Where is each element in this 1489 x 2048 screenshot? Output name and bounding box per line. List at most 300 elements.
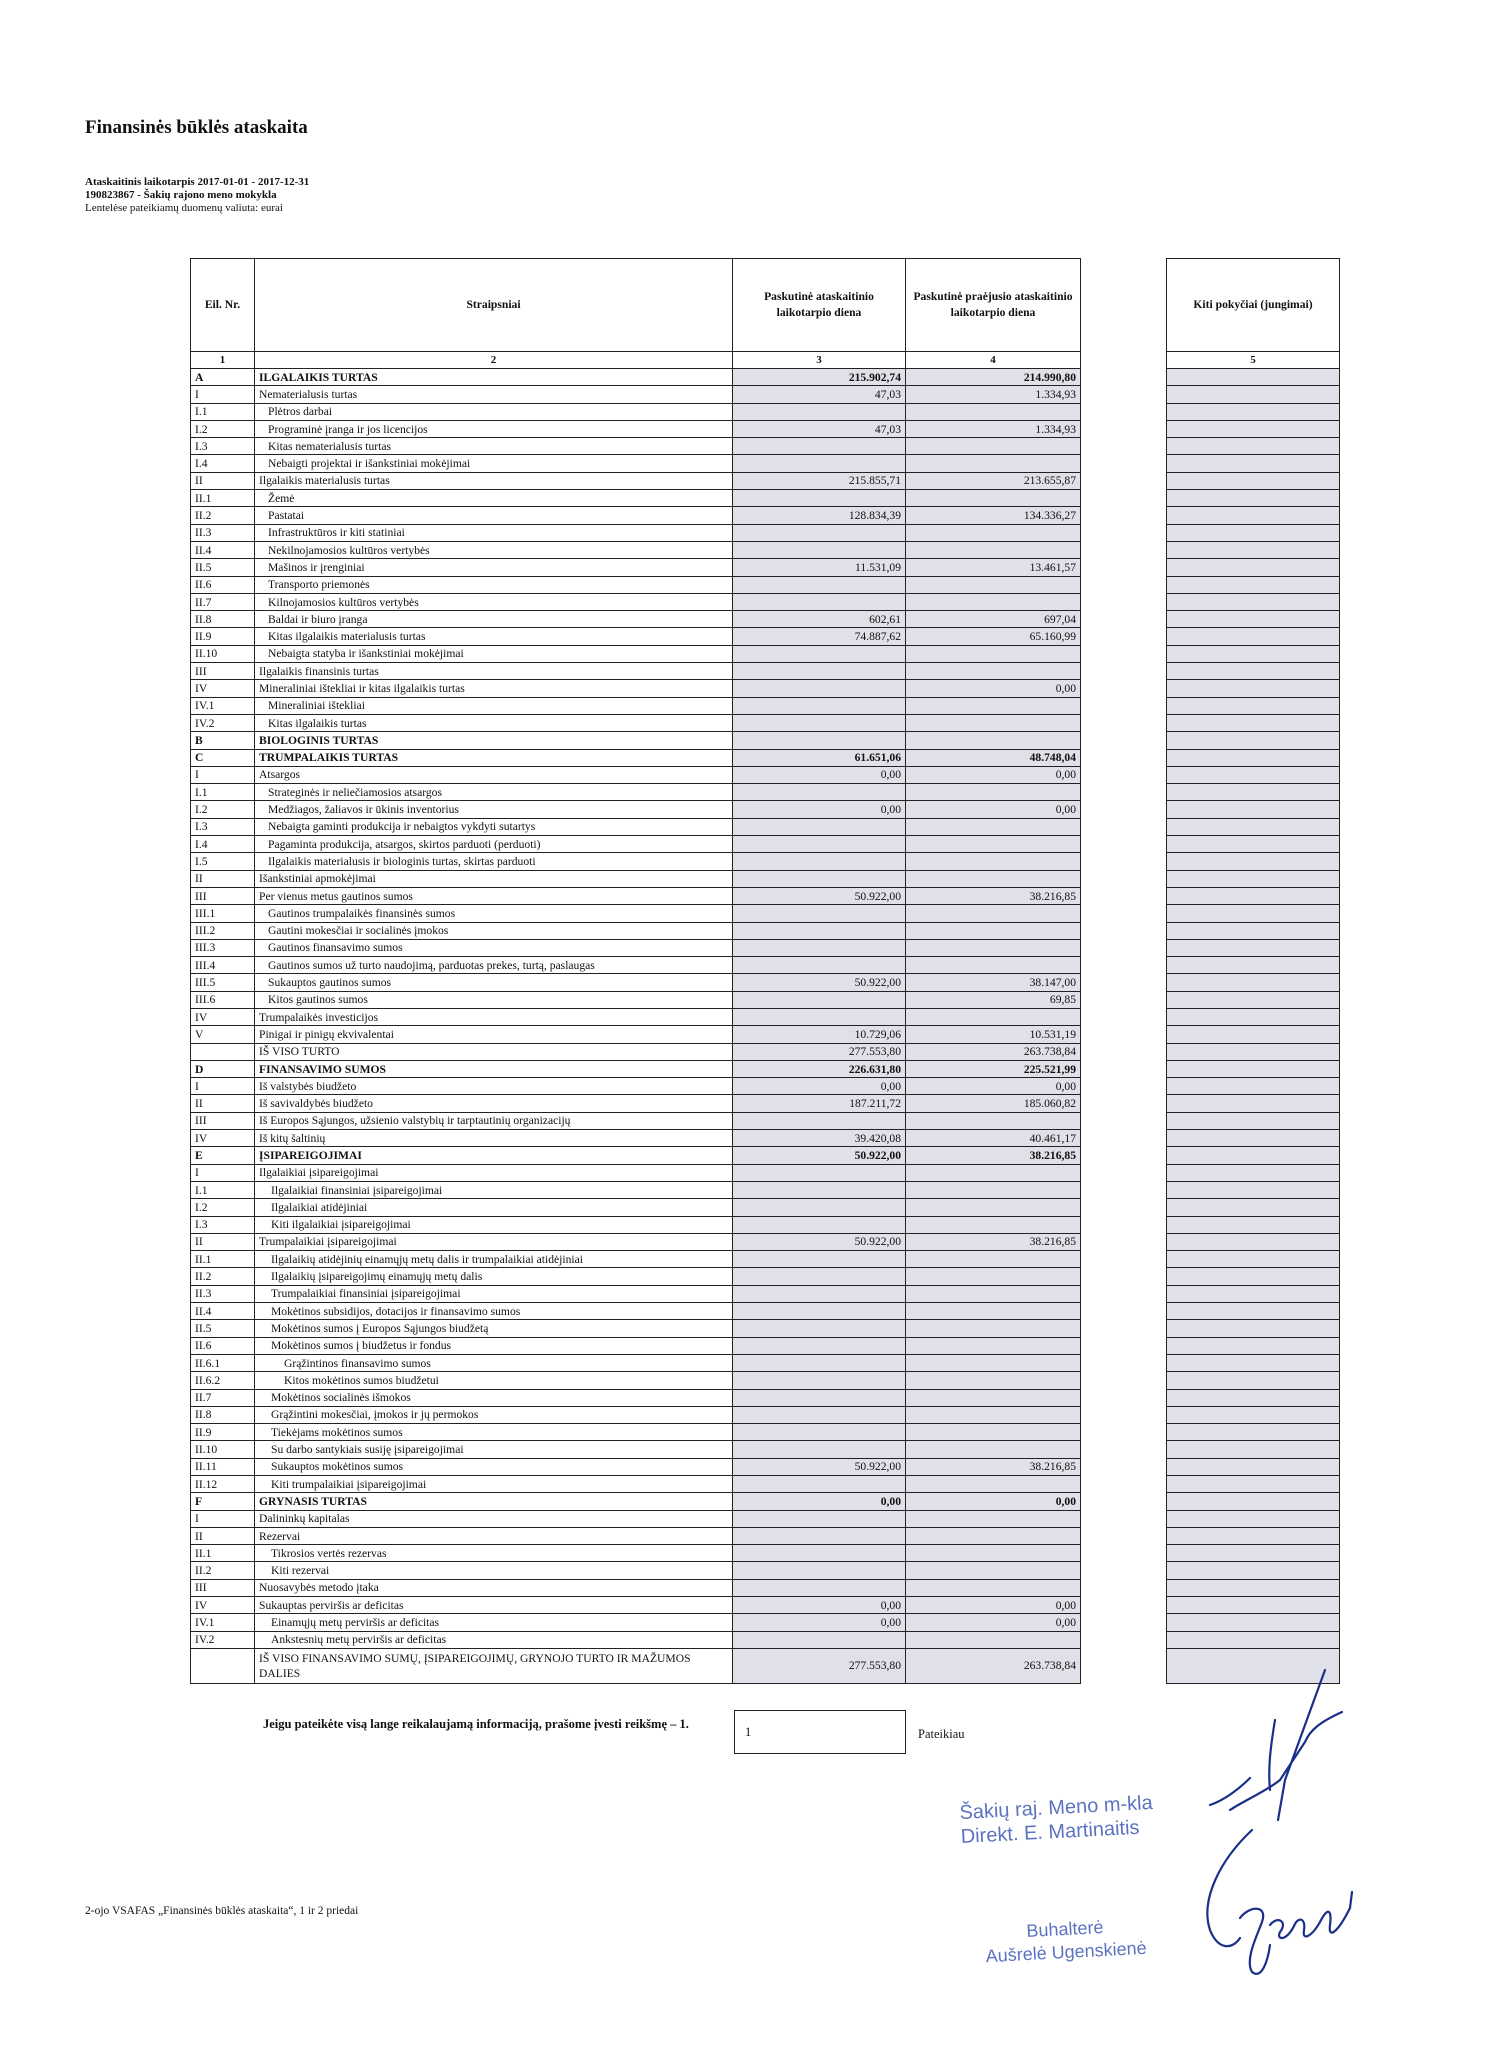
column-gap: [1081, 1147, 1167, 1164]
row-label: ĮSIPAREIGOJIMAI: [255, 1147, 733, 1164]
row-other-value: [1167, 645, 1340, 662]
column-gap: [1081, 1354, 1167, 1371]
row-previous-value: 0,00: [906, 1078, 1081, 1095]
table-row: [191, 1510, 1340, 1527]
row-other-value: [1167, 1320, 1340, 1337]
row-current-value: 47,03: [733, 386, 906, 403]
row-current-value: 0,00: [733, 1078, 906, 1095]
row-previous-value: [906, 957, 1081, 974]
colnum-1: 1: [191, 352, 255, 369]
row-previous-value: 134.336,27: [906, 507, 1081, 524]
row-current-value: 277.553,80: [733, 1043, 906, 1060]
row-label: Iš kitų šaltinių: [255, 1130, 733, 1147]
row-nr: A: [191, 369, 255, 386]
row-current-value: [733, 1579, 906, 1596]
column-gap: [1081, 1597, 1167, 1614]
table-row: [191, 1268, 1340, 1285]
row-other-value: [1167, 1199, 1340, 1216]
row-previous-value: 10.531,19: [906, 1026, 1081, 1043]
column-gap: [1081, 1130, 1167, 1147]
row-current-value: [733, 1441, 906, 1458]
table-row: [191, 1527, 1340, 1544]
row-nr: IV: [191, 1597, 255, 1614]
row-current-value: 74.887,62: [733, 628, 906, 645]
column-gap: [1081, 259, 1167, 352]
row-current-value: [733, 403, 906, 420]
row-nr: II.4: [191, 1303, 255, 1320]
row-nr: IV.2: [191, 714, 255, 731]
row-previous-value: [906, 784, 1081, 801]
row-other-value: [1167, 593, 1340, 610]
row-nr: II.6.1: [191, 1354, 255, 1371]
column-gap: [1081, 645, 1167, 662]
row-label: Gautinos finansavimo sumos: [255, 939, 733, 956]
row-nr: IV: [191, 1130, 255, 1147]
column-gap: [1081, 1251, 1167, 1268]
table-row: [191, 1251, 1340, 1268]
handwritten-signature: [1170, 1660, 1360, 1980]
row-previous-value: [906, 645, 1081, 662]
row-nr: D: [191, 1060, 255, 1077]
row-current-value: 39.420,08: [733, 1130, 906, 1147]
row-nr: I.2: [191, 1199, 255, 1216]
column-gap: [1081, 507, 1167, 524]
row-current-value: 50.922,00: [733, 974, 906, 991]
row-previous-value: [906, 593, 1081, 610]
row-nr: II.10: [191, 1441, 255, 1458]
row-other-value: [1167, 1562, 1340, 1579]
row-label: Nebaigta statyba ir išankstiniai mokėjimai: [255, 645, 733, 662]
row-label: Pastatai: [255, 507, 733, 524]
row-previous-value: [906, 922, 1081, 939]
column-gap: [1081, 939, 1167, 956]
table-row: [191, 1043, 1340, 1060]
row-nr: II.5: [191, 1320, 255, 1337]
row-nr: F: [191, 1493, 255, 1510]
row-nr: I: [191, 386, 255, 403]
row-other-value: [1167, 1147, 1340, 1164]
row-previous-value: [906, 1303, 1081, 1320]
row-previous-value: [906, 1320, 1081, 1337]
row-label: Tikrosios vertės rezervas: [255, 1545, 733, 1562]
row-current-value: 61.651,06: [733, 749, 906, 766]
row-label: Nebaigta gaminti produkcija ir nebaigtos vykdyti sutartys: [255, 818, 733, 835]
column-gap: [1081, 991, 1167, 1008]
row-previous-value: 40.461,17: [906, 1130, 1081, 1147]
column-gap: [1081, 663, 1167, 680]
column-gap: [1081, 1216, 1167, 1233]
row-label: Ankstesnių metų perviršis ar deficitas: [255, 1631, 733, 1648]
row-other-value: [1167, 836, 1340, 853]
row-other-value: [1167, 905, 1340, 922]
row-previous-value: [906, 1199, 1081, 1216]
column-gap: [1081, 472, 1167, 489]
row-nr: I.2: [191, 801, 255, 818]
row-previous-value: [906, 939, 1081, 956]
table-row: [191, 1614, 1340, 1631]
row-previous-value: [906, 1008, 1081, 1025]
row-label: FINANSAVIMO SUMOS: [255, 1060, 733, 1077]
header-item: Straipsniai: [255, 259, 733, 352]
table-row: [191, 490, 1340, 507]
row-other-value: [1167, 1095, 1340, 1112]
row-nr: III.4: [191, 957, 255, 974]
row-previous-value: [906, 1181, 1081, 1198]
row-label: Nebaigti projektai ir išankstiniai mokėjimai: [255, 455, 733, 472]
row-current-value: [733, 490, 906, 507]
row-previous-value: [906, 1441, 1081, 1458]
row-other-value: [1167, 732, 1340, 749]
table-row: [191, 1579, 1340, 1596]
row-previous-value: 0,00: [906, 1493, 1081, 1510]
report-title: Finansinės būklės ataskaita: [85, 117, 308, 138]
row-other-value: [1167, 1354, 1340, 1371]
row-previous-value: [906, 905, 1081, 922]
column-gap: [1081, 490, 1167, 507]
row-previous-value: 263.738,84: [906, 1043, 1081, 1060]
row-current-value: [733, 1285, 906, 1302]
row-previous-value: [906, 1268, 1081, 1285]
row-nr: II.5: [191, 559, 255, 576]
row-label: BIOLOGINIS TURTAS: [255, 732, 733, 749]
accountant-stamp: [984, 1914, 1147, 1968]
table-row: [191, 541, 1340, 558]
row-previous-value: 48.748,04: [906, 749, 1081, 766]
row-label: Gautini mokesčiai ir socialinės įmokos: [255, 922, 733, 939]
row-current-value: [733, 1164, 906, 1181]
row-other-value: [1167, 714, 1340, 731]
row-other-value: [1167, 749, 1340, 766]
row-previous-value: [906, 490, 1081, 507]
row-previous-value: [906, 403, 1081, 420]
row-previous-value: [906, 1631, 1081, 1648]
row-label: Plėtros darbai: [255, 403, 733, 420]
row-label: Žemė: [255, 490, 733, 507]
column-gap: [1081, 1060, 1167, 1077]
table-row: [191, 1233, 1340, 1250]
row-previous-value: 214.990,80: [906, 369, 1081, 386]
row-previous-value: 213.655,87: [906, 472, 1081, 489]
row-nr: II.1: [191, 1545, 255, 1562]
row-current-value: [733, 1008, 906, 1025]
row-previous-value: [906, 1406, 1081, 1423]
row-other-value: [1167, 541, 1340, 558]
row-current-value: [733, 1562, 906, 1579]
row-current-value: [733, 576, 906, 593]
row-current-value: [733, 438, 906, 455]
row-label: Ilgalaikių atidėjinių einamųjų metų dalis ir trumpalaikiai atidėjiniai: [255, 1251, 733, 1268]
row-other-value: [1167, 1527, 1340, 1544]
table-row: [191, 507, 1340, 524]
row-previous-value: 1.334,93: [906, 420, 1081, 437]
table-row: [191, 1597, 1340, 1614]
column-gap: [1081, 853, 1167, 870]
row-current-value: [733, 818, 906, 835]
row-label: TRUMPALAIKIS TURTAS: [255, 749, 733, 766]
row-other-value: [1167, 559, 1340, 576]
column-gap: [1081, 1372, 1167, 1389]
row-current-value: [733, 697, 906, 714]
table-row: [191, 853, 1340, 870]
table-row: [191, 455, 1340, 472]
row-nr: III.6: [191, 991, 255, 1008]
row-other-value: [1167, 1458, 1340, 1475]
row-previous-value: 225.521,99: [906, 1060, 1081, 1077]
row-label: Rezervai: [255, 1527, 733, 1544]
table-row: [191, 714, 1340, 731]
column-gap: [1081, 1043, 1167, 1060]
row-current-value: 10.729,06: [733, 1026, 906, 1043]
table-row: [191, 732, 1340, 749]
column-gap: [1081, 680, 1167, 697]
row-label: IŠ VISO FINANSAVIMO SUMŲ, ĮSIPAREIGOJIMŲ, GRYNOJO TURTO IR MAŽUMOS DALIES: [255, 1648, 733, 1683]
table-row: [191, 403, 1340, 420]
submitted-label: Pateikiau: [918, 1727, 965, 1741]
row-label: Gautinos sumos už turto naudojimą, parduotas prekes, turtą, paslaugas: [255, 957, 733, 974]
row-label: GRYNASIS TURTAS: [255, 1493, 733, 1510]
currency-note: Lentelėse pateikiamų duomenų valiuta: eurai: [85, 202, 283, 214]
table-row: [191, 1130, 1340, 1147]
row-other-value: [1167, 1268, 1340, 1285]
row-other-value: [1167, 1164, 1340, 1181]
row-other-value: [1167, 957, 1340, 974]
row-current-value: [733, 1372, 906, 1389]
director-stamp: [959, 1791, 1155, 1849]
row-nr: I.4: [191, 455, 255, 472]
column-gap: [1081, 628, 1167, 645]
row-nr: II.1: [191, 490, 255, 507]
row-label: Mokėtinos socialinės išmokos: [255, 1389, 733, 1406]
row-current-value: 50.922,00: [733, 1233, 906, 1250]
column-gap: [1081, 887, 1167, 904]
row-nr: I.5: [191, 853, 255, 870]
row-current-value: [733, 870, 906, 887]
row-previous-value: 1.334,93: [906, 386, 1081, 403]
row-label: Pinigai ir pinigų ekvivalentai: [255, 1026, 733, 1043]
table-row: [191, 1303, 1340, 1320]
column-gap: [1081, 974, 1167, 991]
column-gap: [1081, 697, 1167, 714]
table-row: [191, 697, 1340, 714]
row-previous-value: 65.160,99: [906, 628, 1081, 645]
table-row: [191, 1078, 1340, 1095]
column-gap: [1081, 559, 1167, 576]
column-gap: [1081, 1545, 1167, 1562]
row-other-value: [1167, 766, 1340, 783]
row-nr: I: [191, 766, 255, 783]
row-other-value: [1167, 697, 1340, 714]
column-gap: [1081, 611, 1167, 628]
row-other-value: [1167, 438, 1340, 455]
row-label: Medžiagos, žaliavos ir ūkinis inventorius: [255, 801, 733, 818]
column-gap: [1081, 1285, 1167, 1302]
row-previous-value: 69,85: [906, 991, 1081, 1008]
row-label: Nekilnojamosios kultūros vertybės: [255, 541, 733, 558]
row-label: Kilnojamosios kultūros vertybės: [255, 593, 733, 610]
row-nr: I: [191, 1078, 255, 1095]
row-current-value: 0,00: [733, 1493, 906, 1510]
row-previous-value: [906, 1251, 1081, 1268]
row-other-value: [1167, 1441, 1340, 1458]
row-current-value: [733, 784, 906, 801]
row-current-value: [733, 1216, 906, 1233]
row-nr: II: [191, 870, 255, 887]
row-current-value: [733, 1510, 906, 1527]
row-nr: II.12: [191, 1476, 255, 1493]
row-previous-value: [906, 1545, 1081, 1562]
row-current-value: 226.631,80: [733, 1060, 906, 1077]
column-gap: [1081, 438, 1167, 455]
row-previous-value: [906, 438, 1081, 455]
column-gap: [1081, 420, 1167, 437]
row-previous-value: [906, 836, 1081, 853]
column-gap: [1081, 1562, 1167, 1579]
row-previous-value: [906, 818, 1081, 835]
table-row: [191, 1095, 1340, 1112]
row-current-value: [733, 1337, 906, 1354]
column-gap: [1081, 1631, 1167, 1648]
row-label: Sukauptos mokėtinos sumos: [255, 1458, 733, 1475]
row-current-value: [733, 836, 906, 853]
row-nr: I: [191, 1164, 255, 1181]
director-stamp-line: Šakių raj. Meno m-kla: [958, 1791, 1154, 1825]
row-previous-value: [906, 541, 1081, 558]
row-previous-value: [906, 1389, 1081, 1406]
column-gap: [1081, 905, 1167, 922]
column-gap: [1081, 1476, 1167, 1493]
confirmation-text: Jeigu pateikėte visą lange reikalaujamą informaciją, prašome įvesti reikšmę – 1.: [263, 1717, 689, 1731]
row-previous-value: [906, 1337, 1081, 1354]
row-current-value: 0,00: [733, 1614, 906, 1631]
row-nr: II.3: [191, 524, 255, 541]
row-other-value: [1167, 939, 1340, 956]
row-other-value: [1167, 1130, 1340, 1147]
row-previous-value: [906, 1285, 1081, 1302]
row-label: Trumpalaikės investicijos: [255, 1008, 733, 1025]
column-gap: [1081, 714, 1167, 731]
row-previous-value: 38.216,85: [906, 1458, 1081, 1475]
table-row: [191, 1285, 1340, 1302]
row-other-value: [1167, 680, 1340, 697]
row-label: Ilgalaikis materialusis turtas: [255, 472, 733, 489]
row-other-value: [1167, 922, 1340, 939]
row-label: Kitos mokėtinos sumos biudžetui: [255, 1372, 733, 1389]
row-current-value: [733, 991, 906, 1008]
row-other-value: [1167, 369, 1340, 386]
row-nr: III: [191, 1112, 255, 1129]
row-label: Mašinos ir įrenginiai: [255, 559, 733, 576]
column-gap: [1081, 403, 1167, 420]
row-other-value: [1167, 420, 1340, 437]
row-previous-value: 38.147,00: [906, 974, 1081, 991]
table-row: [191, 1216, 1340, 1233]
row-label: Kiti rezervai: [255, 1562, 733, 1579]
row-current-value: [733, 957, 906, 974]
table-row: [191, 386, 1340, 403]
row-previous-value: [906, 1527, 1081, 1544]
row-label: Sukauptas perviršis ar deficitas: [255, 1597, 733, 1614]
table-row: [191, 1648, 1340, 1683]
row-previous-value: [906, 732, 1081, 749]
table-row: [191, 1424, 1340, 1441]
column-gap: [1081, 1614, 1167, 1631]
row-current-value: 0,00: [733, 766, 906, 783]
row-other-value: [1167, 1337, 1340, 1354]
row-current-value: 187.211,72: [733, 1095, 906, 1112]
table-row: [191, 1320, 1340, 1337]
row-nr: II.6.2: [191, 1372, 255, 1389]
row-other-value: [1167, 524, 1340, 541]
row-label: Iš savivaldybės biudžeto: [255, 1095, 733, 1112]
table-row: [191, 1493, 1340, 1510]
row-other-value: [1167, 1389, 1340, 1406]
row-other-value: [1167, 887, 1340, 904]
table-row: [191, 974, 1340, 991]
row-other-value: [1167, 1476, 1340, 1493]
table-row: [191, 1199, 1340, 1216]
row-other-value: [1167, 1112, 1340, 1129]
row-label: Sukauptos gautinos sumos: [255, 974, 733, 991]
row-current-value: [733, 1181, 906, 1198]
table-row: [191, 818, 1340, 835]
table-row: [191, 1354, 1340, 1371]
table-row: [191, 922, 1340, 939]
row-label: Grąžintini mokesčiai, įmokos ir jų permokos: [255, 1406, 733, 1423]
balance-sheet-table: [190, 258, 1340, 1684]
column-gap: [1081, 1579, 1167, 1596]
row-label: Mokėtinos sumos į Europos Sąjungos biudžetą: [255, 1320, 733, 1337]
row-nr: E: [191, 1147, 255, 1164]
column-gap: [1081, 1527, 1167, 1544]
confirmation-input[interactable]: [734, 1710, 906, 1754]
row-label: Einamųjų metų perviršis ar deficitas: [255, 1614, 733, 1631]
report-meta: [85, 176, 309, 215]
row-label: Mokėtinos subsidijos, dotacijos ir finansavimo sumos: [255, 1303, 733, 1320]
table-row: [191, 559, 1340, 576]
table-row: [191, 1164, 1340, 1181]
header-previous: Paskutinė praėjusio ataskaitinio laikotarpio diena: [906, 259, 1081, 352]
row-current-value: 215.855,71: [733, 472, 906, 489]
row-other-value: [1167, 1043, 1340, 1060]
row-current-value: [733, 905, 906, 922]
table-row: [191, 628, 1340, 645]
row-other-value: [1167, 1285, 1340, 1302]
row-nr: I: [191, 1510, 255, 1527]
row-current-value: [733, 714, 906, 731]
column-gap: [1081, 818, 1167, 835]
colnum-4: 4: [906, 352, 1081, 369]
row-previous-value: [906, 1372, 1081, 1389]
row-nr: II.7: [191, 593, 255, 610]
row-previous-value: 13.461,57: [906, 559, 1081, 576]
row-nr: II.3: [191, 1285, 255, 1302]
row-label: Kiti ilgalaikiai įsipareigojimai: [255, 1216, 733, 1233]
table-row: [191, 1008, 1340, 1025]
row-nr: [191, 1043, 255, 1060]
row-label: Per vienus metus gautinos sumos: [255, 887, 733, 904]
row-label: Strateginės ir neliečiamosios atsargos: [255, 784, 733, 801]
row-other-value: [1167, 1251, 1340, 1268]
row-label: Mineraliniai ištekliai: [255, 697, 733, 714]
row-current-value: 47,03: [733, 420, 906, 437]
row-label: Nuosavybės metodo įtaka: [255, 1579, 733, 1596]
entity-name: 190823867 - Šakių rajono meno mokykla: [85, 189, 277, 201]
table-row: [191, 957, 1340, 974]
column-gap: [1081, 1458, 1167, 1475]
row-previous-value: [906, 697, 1081, 714]
row-previous-value: [906, 576, 1081, 593]
column-gap: [1081, 1199, 1167, 1216]
